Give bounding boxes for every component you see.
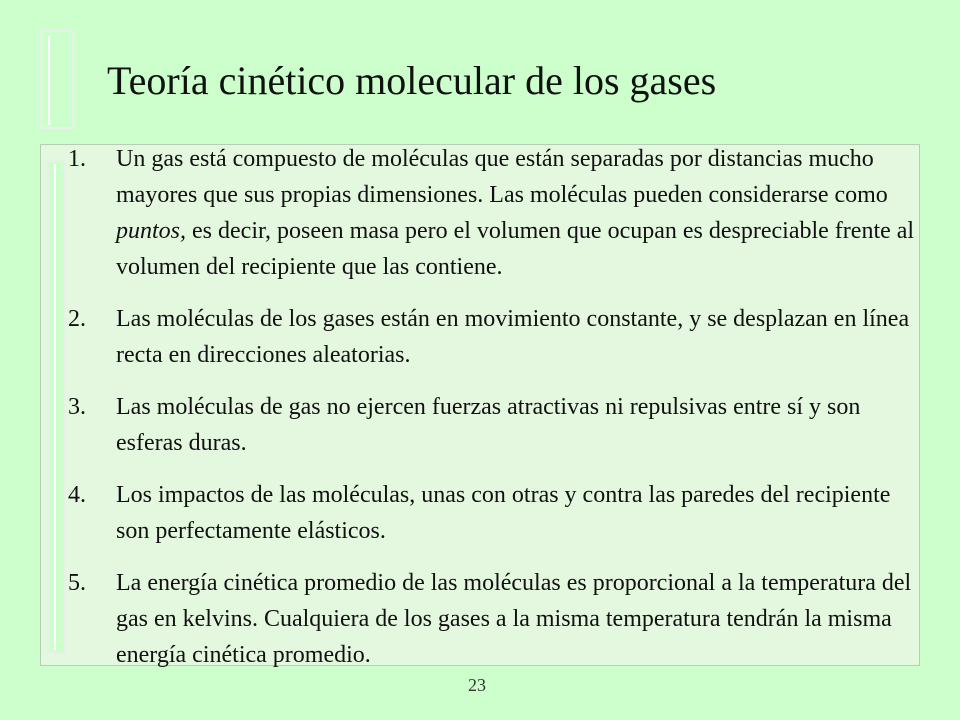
list-item (68, 565, 918, 673)
list-item (68, 477, 918, 549)
item-text: Un gas está compuesto de moléculas que están separadas por distancias mucho mayores que sus propias dimensiones. Las moléculas pueden considerarse como puntos, es decir, poseen masa pero el volumen que ocupan es despreciable frente al volumen del recipiente que las contiene. (116, 146, 915, 280)
list-item (68, 389, 918, 461)
item-number: 3. (68, 394, 86, 420)
title-accent-bar (40, 30, 74, 129)
item-text: Los impactos de las moléculas, unas con otras y contra las paredes del recipiente son perfectamente elásticos. (116, 482, 891, 544)
item-text: La energía cinética promedio de las moléculas es proporcional a la temperatura del gas en kelvins. Cualquiera de los gases a la misma temperatura tendrán la misma energía cinética promedio. (116, 570, 912, 668)
list-item (68, 141, 918, 285)
item-number: 4. (68, 482, 86, 508)
item-emphasis: puntos, (116, 218, 187, 244)
side-accent-bar (47, 160, 66, 654)
item-number: 5. (68, 570, 86, 596)
postulates-list (68, 141, 918, 689)
item-text: Las moléculas de los gases están en movimiento constante, y se desplazan en línea recta en direcciones aleatorias. (116, 306, 910, 368)
slide-title: Teoría cinético molecular de los gases (107, 58, 717, 103)
item-number: 1. (68, 146, 86, 172)
page-number: 23 (468, 675, 486, 695)
list-item (68, 301, 918, 373)
item-text: Las moléculas de gas no ejercen fuerzas atractivas ni repulsivas entre sí y son esferas duras. (116, 394, 861, 456)
item-number: 2. (68, 306, 86, 332)
